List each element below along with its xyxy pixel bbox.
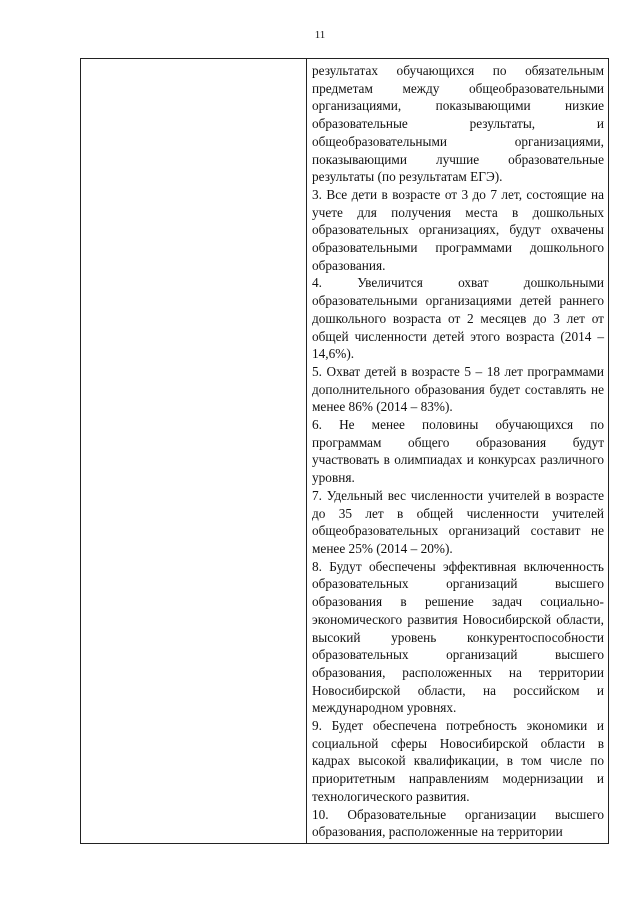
text-item-8: 8. Будут обеспечены эффективная включенность образовательных организаций высшего образования в решение задач социально-экономического развития Новосибирской области, высокий уровень конкурентоспособности образовательных организаций высшего образования, расположенных на территории Новосибирской области, на российском и международном уровнях.	[312, 558, 604, 716]
text-item-10: 10. Образовательные организации высшего образования, расположенные на территории	[312, 806, 604, 840]
table-left-cell	[81, 59, 307, 843]
text-item-5: 5. Охват детей в возрасте 5 – 18 лет программами дополнительного образования будет составлять не менее 86% (2014 – 83%).	[312, 363, 604, 415]
table-right-cell	[307, 59, 608, 843]
text-item-6: 6. Не менее половины обучающихся по программам общего образования будут участвовать в олимпиадах и конкурсах различного уровня.	[312, 417, 604, 486]
text-item-continuation: результатах обучающихся по обязательным предметам между общеобразовательными организациями, показывающими низкие образовательные результаты, и общеобразовательными организациями, показывающими лучшие образовательные результаты (по результатам ЕГЭ).	[312, 63, 604, 185]
page-number: 11	[314, 29, 326, 41]
text-item-3: 3. Все дети в возрасте от 3 до 7 лет, состоящие на учете для получения места в дошкольных образовательных организациях, будут охвачены образовательными программами дошкольного образования.	[312, 186, 604, 273]
text-item-9: 9. Будет обеспечена потребность экономики и социальной сферы Новосибирской области в кадрах высокой квалификации, в том числе по приоритетным направлениям модернизации и технологического развития.	[312, 718, 604, 804]
document-table	[80, 58, 609, 844]
text-item-7: 7. Удельный вес численности учителей в возрасте до 35 лет в общей численности учителей общеобразовательных организаций составит не менее 25% (2014 – 20%).	[312, 487, 604, 556]
text-item-4: 4. Увеличится охват дошкольными образовательными организациями детей раннего дошкольного возраста от 2 месяцев до 3 лет от общей численности детей этого возраста (2014 – 14,6%).	[312, 275, 604, 362]
